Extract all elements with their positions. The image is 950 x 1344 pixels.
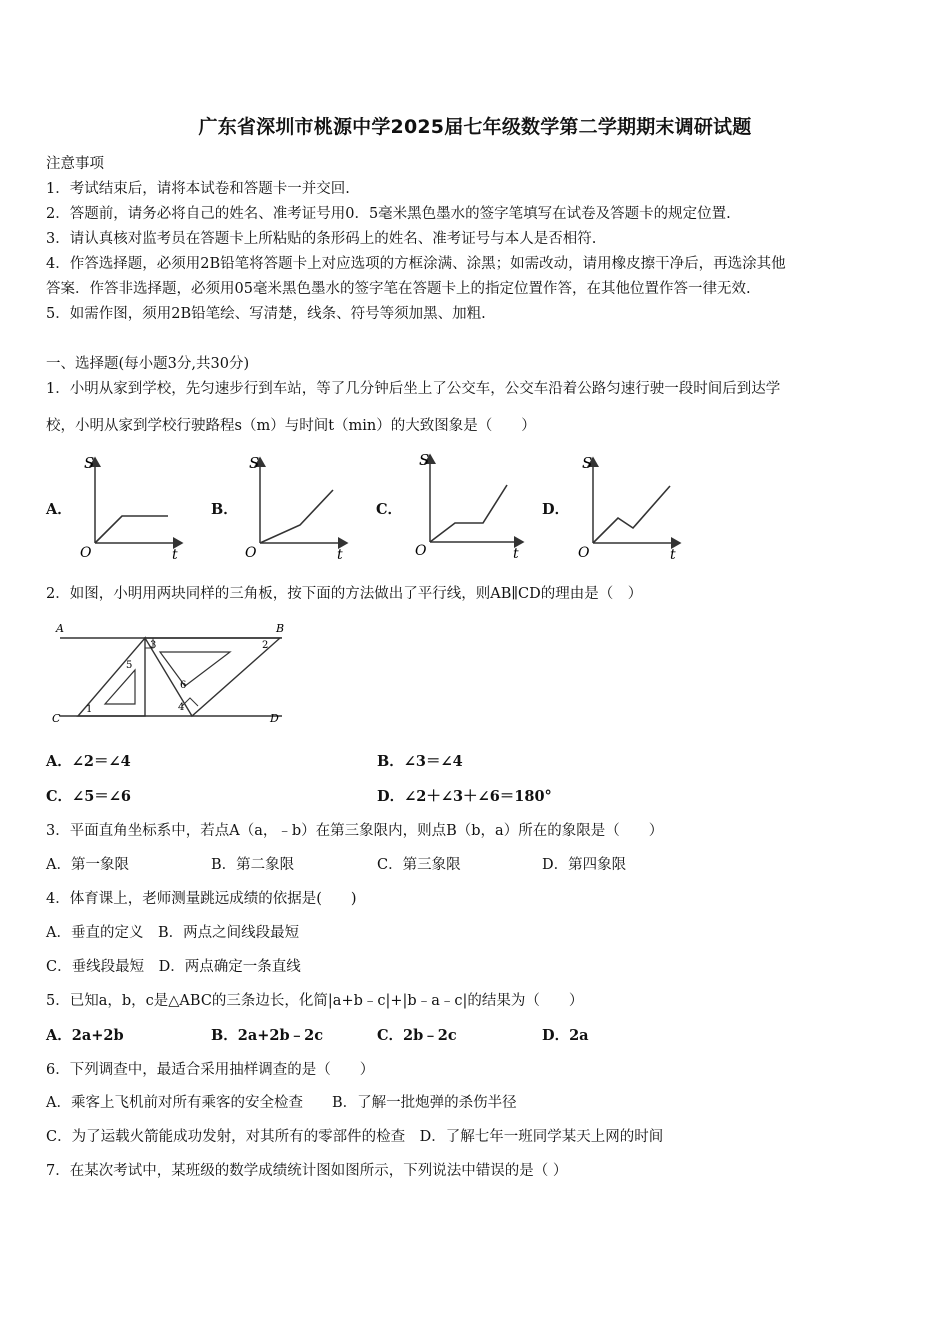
s-axis-label: S <box>419 451 430 469</box>
notes-heading: 注意事项 <box>46 156 104 172</box>
q6-options-line1: A．乘客上飞机前对所有乘客的安全检查 B．了解一批炮弹的杀伤半径 <box>46 1095 517 1111</box>
q5-option-b: B．2a+2b﹣2c <box>211 1027 324 1044</box>
page-title: 广东省深圳市桃源中学2025届七年级数学第二学期期末调研试题 <box>198 116 752 138</box>
origin-label: O <box>245 545 257 561</box>
q5-option-c: C．2b﹣2c <box>377 1027 457 1044</box>
label-b: B <box>276 622 285 635</box>
note-item: 5．如需作图，须用2B铅笔绘、写清楚，线条、符号等须加黑、加粗. <box>46 306 486 322</box>
q2-stem: 2．如图，小明用两块同样的三角板，按下面的方法做出了平行线，则AB∥CD的理由是（ ） <box>46 586 643 602</box>
q5-stem: 5．已知a，b，c是△ABC的三条边长，化简|a+b﹣c|+|b﹣a﹣c|的结果为（ ） <box>46 993 584 1009</box>
t-axis-label: t <box>513 546 519 562</box>
q6-options-line2: C．为了运载火箭能成功发射，对其所有的零部件的检查 D．了解七年一班同学某天上网的时间 <box>46 1129 664 1145</box>
q1-option-b-label: B． <box>211 501 238 518</box>
q1-option-d-label: D． <box>542 501 570 518</box>
q1-stem-line2: 校，小明从家到学校行驶路程s（m）与时间t（min）的大致图象是（ ） <box>46 418 536 434</box>
origin-label: O <box>578 545 590 561</box>
q2-option-c: C．∠5＝∠6 <box>46 788 132 805</box>
s-axis-label: S <box>249 454 260 472</box>
q5-option-d: D．2a <box>542 1027 589 1044</box>
q4-options-line1: A．垂直的定义 B．两点之间线段最短 <box>46 925 300 941</box>
q4-options-line2: C．垂线段最短 D．两点确定一条直线 <box>46 959 301 975</box>
q6-stem: 6．下列调查中，最适合采用抽样调查的是（ ） <box>46 1062 375 1078</box>
q2-option-d: D．∠2＋∠3＋∠6＝180° <box>377 788 552 805</box>
angle-3: 3 <box>150 640 157 651</box>
q3-option-d: D．第四象限 <box>542 857 627 873</box>
q2-figure <box>50 618 290 728</box>
q1-graph-a <box>70 448 190 563</box>
angle-5: 5 <box>126 660 133 671</box>
angle-6: 6 <box>180 680 187 691</box>
q1-option-c-label: C． <box>376 501 403 518</box>
q1-graph-d <box>568 448 688 563</box>
t-axis-label: t <box>337 547 343 563</box>
origin-label: O <box>80 545 92 561</box>
t-axis-label: t <box>670 547 676 563</box>
angle-4: 4 <box>178 702 185 713</box>
section-heading: 一、选择题(每小题3分,共30分) <box>46 356 250 372</box>
note-item: 答案．作答非选择题，必须用05毫米黑色墨水的签字笔在答题卡上的指定位置作答，在其他位置作答一律无效. <box>46 281 751 297</box>
q5-option-a: A．2a+2b <box>46 1027 124 1044</box>
q1-option-a-label: A． <box>46 501 72 518</box>
q1-graph-b <box>235 448 355 563</box>
note-item: 4．作答选择题，必须用2B铅笔将答题卡上对应选项的方框涂满、涂黑；如需改动，请用橡皮擦干净后，再选涂其他 <box>46 256 786 272</box>
q4-stem: 4．体育课上，老师测量跳远成绩的依据是( ) <box>46 891 357 907</box>
origin-label: O <box>415 543 427 559</box>
q3-option-b: B．第二象限 <box>211 857 295 873</box>
label-c: C <box>52 712 61 725</box>
t-axis-label: t <box>172 547 178 563</box>
q3-option-c: C．第三象限 <box>377 857 461 873</box>
note-item: 1．考试结束后，请将本试卷和答题卡一并交回. <box>46 181 350 197</box>
angle-1: 1 <box>86 704 93 715</box>
label-a: A <box>56 622 64 635</box>
q1-stem-line1: 1．小明从家到学校，先匀速步行到车站，等了几分钟后坐上了公交车，公交车沿着公路匀速行驶一段时间后到达学 <box>46 381 781 397</box>
q3-option-a: A．第一象限 <box>46 857 129 873</box>
note-item: 2．答题前，请务必将自己的姓名、准考证号用0．5毫米黑色墨水的签字笔填写在试卷及答题卡的规定位置. <box>46 206 731 222</box>
q7-stem: 7．在某次考试中，某班级的数学成绩统计图如图所示，下列说法中错误的是（ ） <box>46 1163 568 1179</box>
s-axis-label: S <box>84 454 95 472</box>
angle-2: 2 <box>262 640 269 651</box>
note-item: 3．请认真核对监考员在答题卡上所粘贴的条形码上的姓名、准考证号与本人是否相符. <box>46 231 597 247</box>
q2-option-b: B．∠3＝∠4 <box>377 753 463 770</box>
s-axis-label: S <box>582 454 593 472</box>
label-d: D <box>270 712 279 725</box>
q2-option-a: A．∠2＝∠4 <box>46 753 131 770</box>
q1-graph-c <box>405 445 530 563</box>
q3-stem: 3．平面直角坐标系中，若点A（a，﹣b）在第三象限内，则点B（b，a）所在的象限是（ ） <box>46 823 664 839</box>
